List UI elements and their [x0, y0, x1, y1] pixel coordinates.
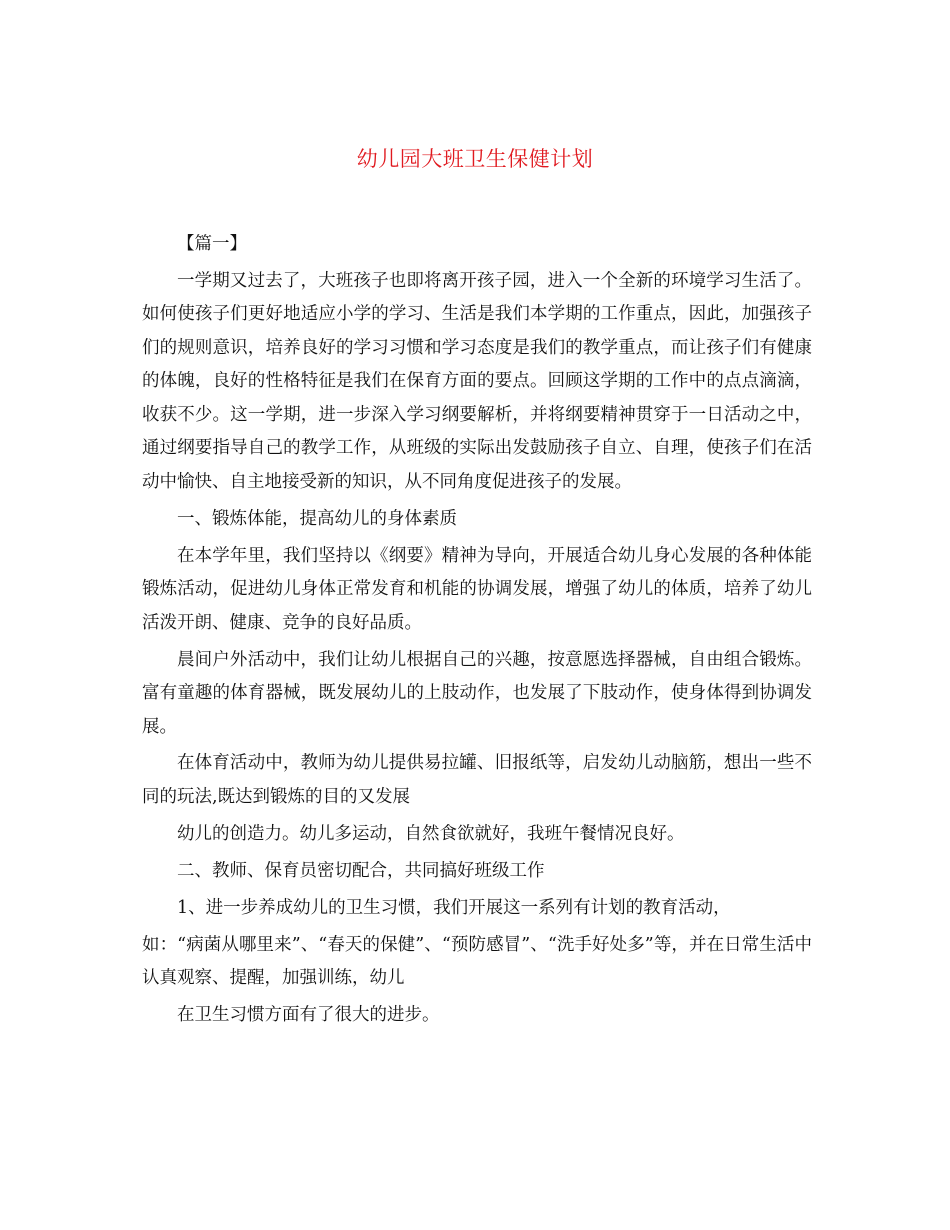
section-heading-exercise: 一、锻炼体能，提高幼儿的身体素质 — [177, 508, 457, 529]
paragraph-exercise-overview: 在本学年里，我们坚持以《纲要》精神为导向，开展适合幼儿身心发展的各种体能锻炼活动，促进幼儿身体正常发育和机能的协调发展，增强了幼儿的体质，培养了幼儿活泼开朗、健康、竞争的良好品质。 — [142, 545, 812, 633]
paragraph-morning-activities: 晨间户外活动中，我们让幼儿根据自己的兴趣，按意愿选择器械，自由组合锻炼。富有童趣的体育器械，既发展幼儿的上肢动作，也发展了下肢动作，使身体得到协调发展。 — [142, 649, 812, 737]
paragraph-hygiene-progress: 在卫生习惯方面有了很大的进步。 — [177, 1004, 440, 1025]
section-heading-part-one: 【篇一】 — [177, 234, 247, 254]
paragraph-hygiene-examples: 如：“病菌从哪里来”、“春天的保健”、“预防感冒”、“洗手好处多”等，并在日常生活中认真观察、提醒，加强训练，幼儿 — [142, 934, 812, 989]
paragraph-creativity: 幼儿的创造力。幼儿多运动，自然食欲就好，我班午餐情况良好。 — [177, 823, 685, 844]
document-body — [142, 228, 812, 1036]
section-heading-cooperation: 二、教师、保育员密切配合，共同搞好班级工作 — [177, 860, 545, 881]
paragraph-hygiene-habits: 1、进一步养成幼儿的卫生习惯，我们开展这一系列有计划的教育活动， — [177, 897, 731, 918]
paragraph-intro: 一学期又过去了，大班孩子也即将离开孩子园，进入一个全新的环境学习生活了。如何使孩子们更好地适应小学的学习、生活是我们本学期的工作重点，因此，加强孩子们的规则意识，培养良好的学习习惯和学习态度是我们的教学重点，而让孩子们有健康的体魄，良好的性格特征是我们在保育方面的要点。回顾这学期的工作中的点点滴滴，收获不少。这一学期，进一步深入学习纲要解析，并将纲要精神贯穿于一日活动之中，通过纲要指导自己的教学工作，从班级的实际出发鼓励孩子自立、自理，使孩子们在活动中愉快、自主地接受新的知识，从不同角度促进孩子的发展。 — [142, 270, 812, 492]
paragraph-sports-activities: 在体育活动中，教师为幼儿提供易拉罐、旧报纸等，启发幼儿动脑筋，想出一些不同的玩法,既达到锻炼的目的又发展 — [142, 753, 812, 807]
document-title: 幼儿园大班卫生保健计划 — [356, 147, 594, 171]
